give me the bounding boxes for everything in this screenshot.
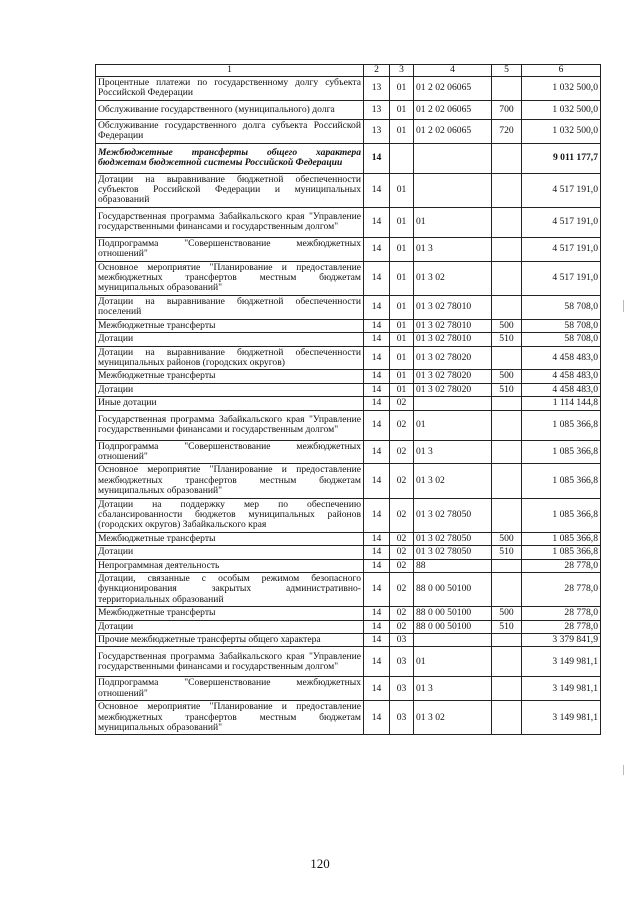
row-gr-cell: 13 xyxy=(364,77,390,101)
row-vr-cell xyxy=(492,207,522,237)
row-sum-cell: 9 011 177,7 xyxy=(522,143,601,173)
table-row xyxy=(96,383,601,396)
row-name-cell: Дотации на выравнивание бюджетной обеспеченности поселений xyxy=(96,295,364,319)
row-vr-cell xyxy=(492,647,522,677)
row-name-cell: Обслуживание государственного (муниципального) долга xyxy=(96,100,364,119)
table-row xyxy=(96,573,601,607)
table-row xyxy=(96,532,601,545)
table-row xyxy=(96,119,601,143)
row-gr-cell: 14 xyxy=(364,498,390,532)
row-csr-cell: 01 2 02 06065 xyxy=(414,100,492,119)
table-row xyxy=(96,207,601,237)
row-pr-cell: 01 xyxy=(390,333,414,346)
table-row xyxy=(96,440,601,464)
row-pr-cell: 02 xyxy=(390,464,414,498)
row-sum-cell: 28 778,0 xyxy=(522,607,601,620)
table-header-row xyxy=(96,65,601,77)
row-gr-cell: 14 xyxy=(364,237,390,261)
row-sum-cell: 4 517 191,0 xyxy=(522,207,601,237)
row-pr-cell: 01 xyxy=(390,346,414,370)
row-vr-cell: 700 xyxy=(492,100,522,119)
row-csr-cell: 01 3 xyxy=(414,440,492,464)
row-vr-cell: 500 xyxy=(492,532,522,545)
table-row xyxy=(96,346,601,370)
row-name-cell: Межбюджетные трансферты общего характера бюджетам бюджетной системы Российской Федерации xyxy=(96,143,364,173)
row-sum-cell: 1 085 366,8 xyxy=(522,498,601,532)
table-row xyxy=(96,100,601,119)
row-csr-cell: 01 2 02 06065 xyxy=(414,119,492,143)
row-gr-cell: 14 xyxy=(364,647,390,677)
row-csr-cell: 01 3 xyxy=(414,237,492,261)
row-sum-cell: 4 517 191,0 xyxy=(522,237,601,261)
row-sum-cell: 3 149 981,1 xyxy=(522,701,601,735)
row-name-cell: Основное мероприятие "Планирование и предоставление межбюджетных трансфертов местным бюджетам муниципальных образований" xyxy=(96,701,364,735)
table-row xyxy=(96,647,601,677)
row-csr-cell: 01 3 02 xyxy=(414,464,492,498)
table-row xyxy=(96,295,601,319)
row-sum-cell: 1 032 500,0 xyxy=(522,119,601,143)
row-vr-cell xyxy=(492,173,522,207)
row-csr-cell: 01 3 02 78050 xyxy=(414,498,492,532)
row-gr-cell: 14 xyxy=(364,261,390,295)
row-name-cell: Межбюджетные трансферты xyxy=(96,370,364,383)
row-name-cell: Дотации, связанные с особым режимом безопасного функционирования закрытых административно-территориальных образований xyxy=(96,573,364,607)
row-sum-cell: 1 114 144,8 xyxy=(522,397,601,410)
table-row xyxy=(96,143,601,173)
row-pr-cell: 02 xyxy=(390,397,414,410)
col-header-vr: 5 xyxy=(492,65,522,77)
row-name-cell: Прочие межбюджетные трансферты общего характера xyxy=(96,634,364,647)
row-gr-cell: 14 xyxy=(364,410,390,440)
row-name-cell: Дотации на выравнивание бюджетной обеспеченности субъектов Российской Федерации и муниципальных образований xyxy=(96,173,364,207)
table-row xyxy=(96,634,601,647)
row-csr-cell: 88 0 00 50100 xyxy=(414,573,492,607)
table-row xyxy=(96,701,601,735)
row-sum-cell: 1 085 366,8 xyxy=(522,440,601,464)
table-row xyxy=(96,77,601,101)
col-header-csr: 4 xyxy=(414,65,492,77)
row-name-cell: Обслуживание государственного долга субъекта Российской Федерации xyxy=(96,119,364,143)
row-gr-cell: 14 xyxy=(364,634,390,647)
row-gr-cell: 13 xyxy=(364,119,390,143)
row-vr-cell: 510 xyxy=(492,383,522,396)
row-vr-cell xyxy=(492,410,522,440)
row-sum-cell: 1 085 366,8 xyxy=(522,410,601,440)
row-gr-cell: 14 xyxy=(364,464,390,498)
row-gr-cell: 14 xyxy=(364,383,390,396)
row-pr-cell: 02 xyxy=(390,607,414,620)
row-csr-cell: 01 3 02 xyxy=(414,701,492,735)
row-gr-cell: 14 xyxy=(364,607,390,620)
table-row xyxy=(96,559,601,572)
row-sum-cell: 4 458 483,0 xyxy=(522,346,601,370)
row-sum-cell: 4 517 191,0 xyxy=(522,173,601,207)
row-name-cell: Процентные платежи по государственному долгу субъекта Российской Федерации xyxy=(96,77,364,101)
row-sum-cell: 4 458 483,0 xyxy=(522,383,601,396)
row-csr-cell xyxy=(414,397,492,410)
row-vr-cell xyxy=(492,261,522,295)
row-vr-cell xyxy=(492,677,522,701)
row-name-cell: Дотации xyxy=(96,333,364,346)
row-pr-cell: 02 xyxy=(390,559,414,572)
row-gr-cell: 14 xyxy=(364,532,390,545)
table-row xyxy=(96,237,601,261)
row-vr-cell: 500 xyxy=(492,370,522,383)
row-sum-cell: 28 778,0 xyxy=(522,559,601,572)
row-csr-cell: 88 0 00 50100 xyxy=(414,607,492,620)
row-pr-cell: 01 xyxy=(390,100,414,119)
row-csr-cell xyxy=(414,173,492,207)
row-name-cell: Подпрограмма "Совершенствование межбюджетных отношений" xyxy=(96,440,364,464)
row-gr-cell: 14 xyxy=(364,559,390,572)
row-vr-cell xyxy=(492,634,522,647)
row-csr-cell: 01 3 02 78050 xyxy=(414,532,492,545)
row-vr-cell: 510 xyxy=(492,620,522,633)
row-csr-cell: 01 xyxy=(414,647,492,677)
row-vr-cell xyxy=(492,237,522,261)
row-pr-cell: 02 xyxy=(390,410,414,440)
row-gr-cell: 14 xyxy=(364,143,390,173)
row-vr-cell: 500 xyxy=(492,319,522,332)
row-csr-cell xyxy=(414,634,492,647)
table-row xyxy=(96,397,601,410)
row-csr-cell: 01 3 02 78010 xyxy=(414,333,492,346)
row-csr-cell: 88 0 00 50100 xyxy=(414,620,492,633)
row-gr-cell: 14 xyxy=(364,397,390,410)
row-csr-cell: 01 xyxy=(414,410,492,440)
row-sum-cell: 1 032 500,0 xyxy=(522,77,601,101)
row-gr-cell: 13 xyxy=(364,100,390,119)
row-vr-cell xyxy=(492,559,522,572)
col-header-sum: 6 xyxy=(522,65,601,77)
row-csr-cell: 01 3 02 78050 xyxy=(414,546,492,559)
row-name-cell: Государственная программа Забайкальского края "Управление государственными финансами и государственным долгом" xyxy=(96,410,364,440)
row-sum-cell: 1 032 500,0 xyxy=(522,100,601,119)
row-vr-cell: 500 xyxy=(492,607,522,620)
row-sum-cell: 1 085 366,8 xyxy=(522,464,601,498)
row-pr-cell: 02 xyxy=(390,573,414,607)
row-gr-cell: 14 xyxy=(364,440,390,464)
row-vr-cell xyxy=(492,346,522,370)
row-name-cell: Межбюджетные трансферты xyxy=(96,532,364,545)
row-csr-cell: 88 xyxy=(414,559,492,572)
row-sum-cell: 4 517 191,0 xyxy=(522,261,601,295)
row-sum-cell: 58 708,0 xyxy=(522,333,601,346)
row-name-cell: Государственная программа Забайкальского края "Управление государственными финансами и государственным долгом" xyxy=(96,207,364,237)
row-sum-cell: 3 379 841,9 xyxy=(522,634,601,647)
row-gr-cell: 14 xyxy=(364,573,390,607)
row-csr-cell xyxy=(414,143,492,173)
scan-artifact xyxy=(623,765,624,775)
row-csr-cell: 01 3 02 78010 xyxy=(414,295,492,319)
row-pr-cell: 01 xyxy=(390,119,414,143)
row-pr-cell: 01 xyxy=(390,370,414,383)
row-pr-cell: 02 xyxy=(390,498,414,532)
row-pr-cell: 03 xyxy=(390,701,414,735)
row-pr-cell: 02 xyxy=(390,440,414,464)
col-header-name: 1 xyxy=(96,65,364,77)
row-gr-cell: 14 xyxy=(364,295,390,319)
row-name-cell: Дотации xyxy=(96,383,364,396)
table-row xyxy=(96,464,601,498)
row-vr-cell: 510 xyxy=(492,546,522,559)
budget-table xyxy=(95,64,601,735)
row-vr-cell xyxy=(492,701,522,735)
row-gr-cell: 14 xyxy=(364,370,390,383)
table-row xyxy=(96,620,601,633)
row-sum-cell: 58 708,0 xyxy=(522,319,601,332)
row-name-cell: Подпрограмма "Совершенствование межбюджетных отношений" xyxy=(96,237,364,261)
row-vr-cell xyxy=(492,77,522,101)
row-sum-cell: 28 778,0 xyxy=(522,620,601,633)
row-vr-cell: 510 xyxy=(492,333,522,346)
row-gr-cell: 14 xyxy=(364,346,390,370)
row-sum-cell: 58 708,0 xyxy=(522,295,601,319)
table-body xyxy=(96,77,601,735)
row-vr-cell: 720 xyxy=(492,119,522,143)
row-pr-cell: 01 xyxy=(390,207,414,237)
row-pr-cell: 01 xyxy=(390,237,414,261)
scan-artifact xyxy=(623,300,624,312)
table-row xyxy=(96,261,601,295)
table-row xyxy=(96,410,601,440)
table-row xyxy=(96,546,601,559)
row-pr-cell: 01 xyxy=(390,383,414,396)
row-name-cell: Дотации на поддержку мер по обеспечению сбалансированности бюджетов муниципальных районов (городских округов) Забайкальского края xyxy=(96,498,364,532)
table-row xyxy=(96,607,601,620)
row-name-cell: Дотации xyxy=(96,620,364,633)
row-gr-cell: 14 xyxy=(364,333,390,346)
table-row xyxy=(96,370,601,383)
table-row xyxy=(96,173,601,207)
row-vr-cell xyxy=(492,295,522,319)
row-csr-cell: 01 3 02 78020 xyxy=(414,370,492,383)
table-row xyxy=(96,319,601,332)
row-pr-cell: 01 xyxy=(390,319,414,332)
page-number: 120 xyxy=(310,856,330,871)
row-csr-cell: 01 2 02 06065 xyxy=(414,77,492,101)
row-name-cell: Подпрограмма "Совершенствование межбюджетных отношений" xyxy=(96,677,364,701)
row-gr-cell: 14 xyxy=(364,620,390,633)
row-pr-cell xyxy=(390,143,414,173)
row-vr-cell xyxy=(492,440,522,464)
row-name-cell: Дотации на выравнивание бюджетной обеспеченности муниципальных районов (городских округов) xyxy=(96,346,364,370)
row-gr-cell: 14 xyxy=(364,207,390,237)
table-row xyxy=(96,333,601,346)
row-gr-cell: 14 xyxy=(364,701,390,735)
row-pr-cell: 01 xyxy=(390,173,414,207)
row-pr-cell: 02 xyxy=(390,620,414,633)
row-name-cell: Основное мероприятие "Планирование и предоставление межбюджетных трансфертов местным бюджетам муниципальных образований" xyxy=(96,464,364,498)
row-csr-cell: 01 xyxy=(414,207,492,237)
row-name-cell: Государственная программа Забайкальского края "Управление государственными финансами и государственным долгом" xyxy=(96,647,364,677)
row-name-cell: Иные дотации xyxy=(96,397,364,410)
row-name-cell: Межбюджетные трансферты xyxy=(96,607,364,620)
row-pr-cell: 02 xyxy=(390,546,414,559)
row-gr-cell: 14 xyxy=(364,546,390,559)
table-row xyxy=(96,677,601,701)
row-gr-cell: 14 xyxy=(364,173,390,207)
col-header-gr: 2 xyxy=(364,65,390,77)
row-name-cell: Межбюджетные трансферты xyxy=(96,319,364,332)
row-gr-cell: 14 xyxy=(364,319,390,332)
row-vr-cell xyxy=(492,498,522,532)
row-csr-cell: 01 3 02 78010 xyxy=(414,319,492,332)
row-pr-cell: 01 xyxy=(390,77,414,101)
row-csr-cell: 01 3 02 xyxy=(414,261,492,295)
row-name-cell: Дотации xyxy=(96,546,364,559)
row-vr-cell xyxy=(492,397,522,410)
row-sum-cell: 3 149 981,1 xyxy=(522,647,601,677)
row-vr-cell xyxy=(492,464,522,498)
row-csr-cell: 01 3 xyxy=(414,677,492,701)
row-pr-cell: 02 xyxy=(390,532,414,545)
table-row xyxy=(96,498,601,532)
row-sum-cell: 4 458 483,0 xyxy=(522,370,601,383)
row-name-cell: Основное мероприятие "Планирование и предоставление межбюджетных трансфертов местным бюджетам муниципальных образований" xyxy=(96,261,364,295)
row-csr-cell: 01 3 02 78020 xyxy=(414,346,492,370)
row-sum-cell: 28 778,0 xyxy=(522,573,601,607)
row-sum-cell: 1 085 366,8 xyxy=(522,532,601,545)
row-sum-cell: 3 149 981,1 xyxy=(522,677,601,701)
row-csr-cell: 01 3 02 78020 xyxy=(414,383,492,396)
col-header-pr: 3 xyxy=(390,65,414,77)
row-vr-cell xyxy=(492,143,522,173)
row-pr-cell: 01 xyxy=(390,295,414,319)
row-sum-cell: 1 085 366,8 xyxy=(522,546,601,559)
row-pr-cell: 03 xyxy=(390,647,414,677)
row-name-cell: Непрограммная деятельность xyxy=(96,559,364,572)
row-pr-cell: 03 xyxy=(390,634,414,647)
row-gr-cell: 14 xyxy=(364,677,390,701)
row-pr-cell: 03 xyxy=(390,677,414,701)
row-pr-cell: 01 xyxy=(390,261,414,295)
row-vr-cell xyxy=(492,573,522,607)
